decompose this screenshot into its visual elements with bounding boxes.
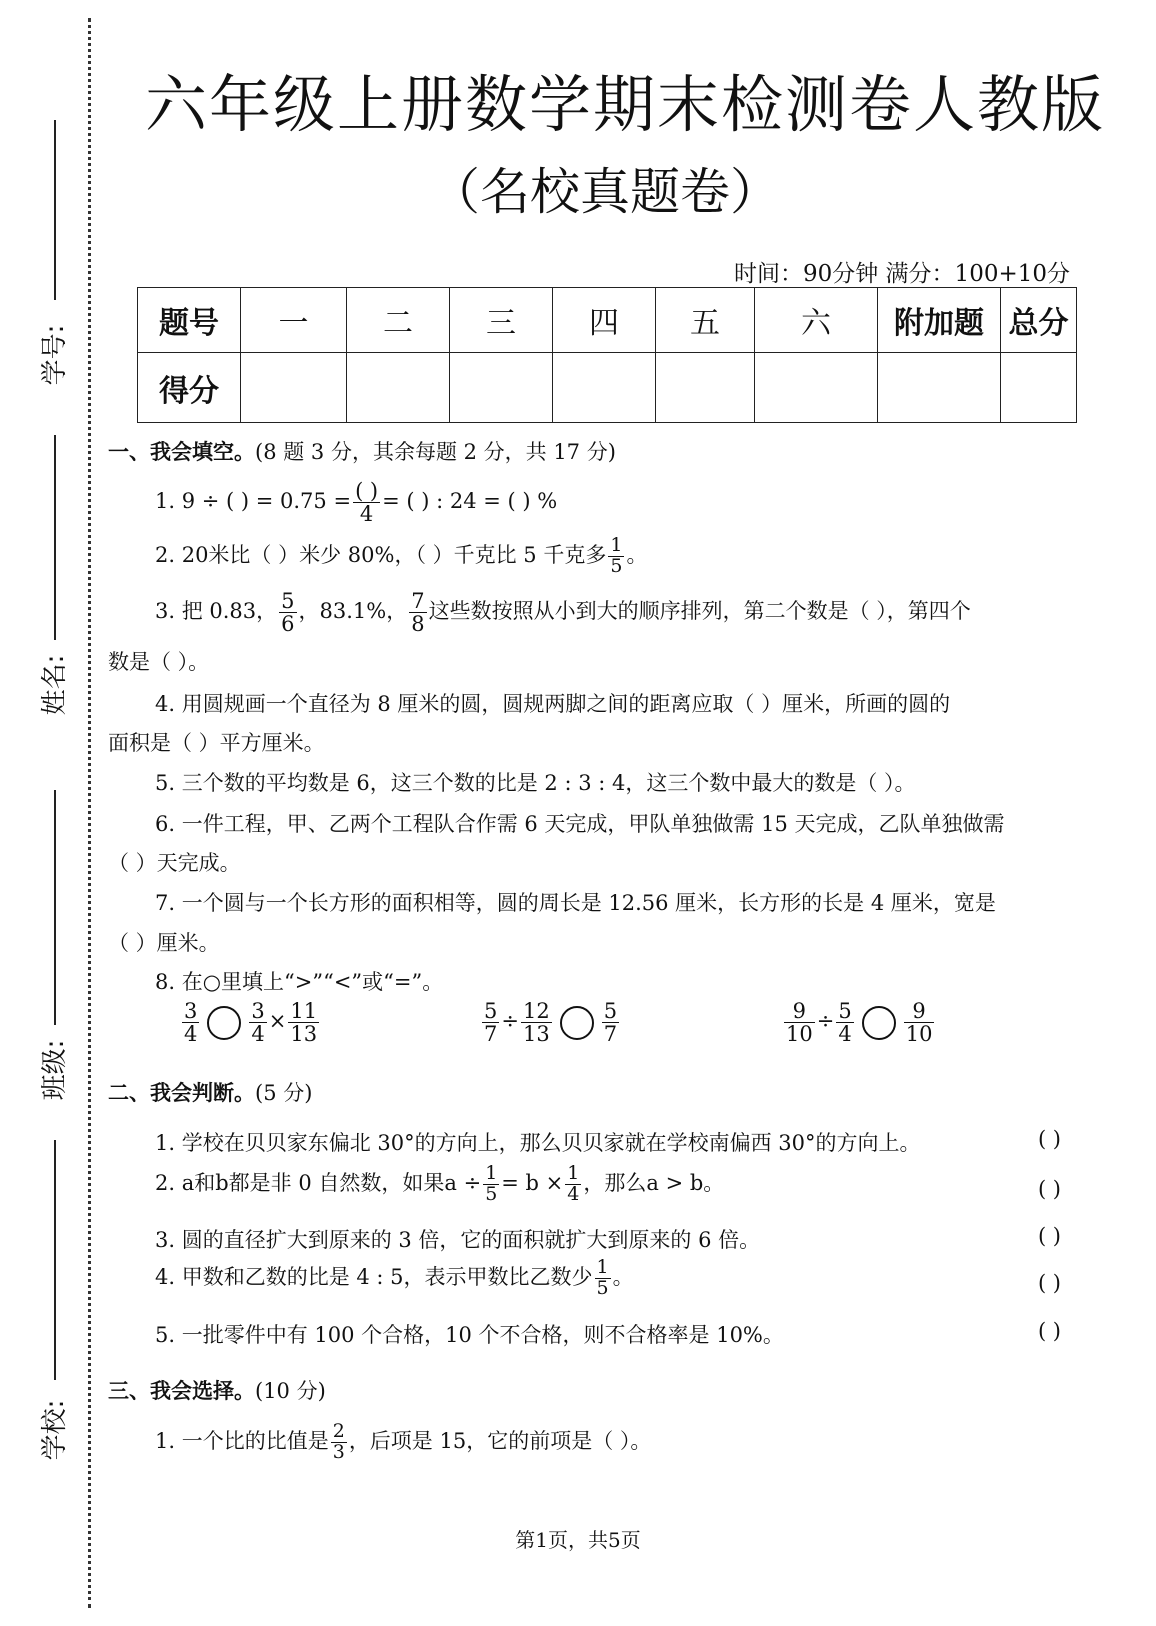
name-line	[54, 435, 56, 640]
score-cell[interactable]	[878, 353, 1001, 423]
s2q2-text-c: ，那么a > b。	[583, 1170, 725, 1195]
s2q2-f2-den: 4	[567, 1182, 580, 1205]
score-table-score-row	[138, 353, 1077, 423]
compare-circle-2[interactable]	[560, 1006, 594, 1040]
s3q1-text-b: ，后项是 15，它的前项是（ ）。	[348, 1428, 652, 1453]
class-field[interactable]	[20, 790, 80, 1110]
col-header-1: 一	[241, 288, 347, 353]
s2-question-5: 5. 一批零件中有 100 个合格，10 个不合格，则不合格率是 10%。	[155, 1323, 784, 1347]
s2q1-answer-blank[interactable]: ( )	[1037, 1127, 1061, 1151]
class-label: 班级:	[39, 1039, 70, 1101]
col-header-total: 总分	[1001, 288, 1077, 353]
s1q3-f2-num: 7	[411, 589, 425, 613]
score-cell[interactable]	[347, 353, 450, 423]
compare-circle-3[interactable]	[862, 1006, 896, 1040]
s3q1-f-num: 2	[332, 1420, 345, 1442]
s1q3-fraction-1	[279, 590, 296, 635]
s1-question-8: 8. 在○里填上“>”“<”或“=”。	[155, 970, 444, 994]
score-cell[interactable]	[656, 353, 755, 423]
c2-r-frac	[602, 1000, 619, 1045]
s1q3-text-c: 这些数按照从小到大的顺序排列，第二个数是（ ），第四个	[428, 599, 971, 624]
s2q4-fraction	[595, 1258, 611, 1299]
score-cell[interactable]	[755, 353, 878, 423]
s2-question-3: 3. 圆的直径扩大到原来的 3 倍，它的面积就扩大到原来的 6 倍。	[155, 1228, 761, 1252]
col-header-6: 六	[755, 288, 878, 353]
s1q1-text-a: 1. 9 ÷ ( ) = 0.75 =	[155, 489, 352, 514]
s1q3-fraction-2	[409, 590, 426, 635]
score-cell[interactable]	[241, 353, 347, 423]
section2-heading-title: 二、我会判断。	[108, 1081, 255, 1105]
c1-left-frac	[182, 1000, 199, 1045]
class-line	[54, 790, 56, 1025]
c1-r1-frac	[249, 1000, 266, 1045]
c2-l2-den: 13	[522, 1022, 550, 1047]
compare-circle-1[interactable]	[207, 1006, 241, 1040]
c1-l-den: 4	[184, 1022, 198, 1047]
c3-l1-num: 9	[784, 1000, 815, 1023]
score-cell[interactable]	[553, 353, 656, 423]
c3-r-frac	[904, 1000, 935, 1045]
student-no-line	[54, 120, 56, 300]
c2-l1-den: 7	[484, 1022, 498, 1047]
section1-heading-note: (8 题 3 分，其余每题 2 分，共 17 分)	[255, 440, 616, 464]
s1q1-frac-den: 4	[359, 502, 374, 527]
school-line	[54, 1140, 56, 1380]
s1q4-text-b: 面积是（ ）平方厘米。	[108, 731, 325, 755]
c2-r-num: 5	[603, 999, 618, 1023]
score-cell[interactable]	[450, 353, 553, 423]
c2-l2-num: 12	[522, 999, 550, 1023]
score-table-header-row	[138, 288, 1077, 353]
c3-r-den: 10	[905, 1022, 933, 1047]
s2q4-answer-blank[interactable]: ( )	[1037, 1271, 1061, 1295]
s2q2-f2-num: 1	[567, 1162, 580, 1184]
s1q3-f1-num: 5	[281, 589, 295, 613]
compare-item-1	[180, 1000, 321, 1045]
s1-question-2	[155, 536, 647, 577]
s1q3-text-d: 数是（ ）。	[108, 650, 210, 674]
s2q2-fraction-1	[483, 1164, 499, 1205]
s1q3-f2-den: 8	[411, 612, 425, 637]
s1q2-fraction	[608, 536, 624, 577]
s1q2-frac-den: 5	[610, 554, 623, 577]
c1-r1-den: 4	[251, 1022, 265, 1047]
section2-heading	[108, 1077, 312, 1107]
s2q4-f-den: 5	[596, 1276, 609, 1299]
s1q3-text-a: 3. 把 0.83，	[155, 599, 278, 624]
section1-heading-title: 一、我会填空。	[108, 440, 255, 464]
s1q1-text-b: = ( ) : 24 = ( ) %	[382, 489, 558, 514]
s1q6-text-b: （ ）天完成。	[108, 851, 241, 875]
c1-r2-frac	[288, 1000, 319, 1045]
page-subtitle: （名校真题卷）	[430, 163, 780, 221]
c2-l1-frac	[482, 1000, 499, 1045]
s1-question-1	[155, 480, 557, 525]
c1-l-num: 3	[184, 999, 198, 1023]
c2-l2-frac	[521, 1000, 552, 1045]
student-no-label: 学号:	[39, 324, 70, 386]
s2q2-text-a: 2. a和b都是非 0 自然数，如果a ÷	[155, 1170, 482, 1195]
s1q4-text-a: 4. 用圆规画一个直径为 8 厘米的圆，圆规两脚之间的距离应取（ ）厘米，所画的圆的	[155, 692, 951, 716]
row-label-score: 得分	[138, 353, 241, 423]
c1-r2-den: 13	[290, 1022, 318, 1047]
s3q1-f-den: 3	[332, 1440, 345, 1463]
s1q6-text-a: 6. 一件工程，甲、乙两个工程队合作需 6 天完成，甲队单独做需 15 天完成，乙队单独做需	[155, 812, 1005, 836]
s2q2-text-b: = b ×	[501, 1170, 564, 1195]
s2q2-f1-num: 1	[485, 1162, 498, 1184]
c1-r1-num: 3	[251, 999, 265, 1023]
compare-item-2	[480, 1000, 621, 1045]
c2-r-den: 7	[603, 1022, 618, 1047]
student-no-field[interactable]	[20, 110, 80, 390]
c1-operator: ×	[268, 1009, 287, 1034]
c3-l1-frac	[784, 1000, 815, 1045]
s2q4-text-b: 。	[612, 1264, 634, 1289]
s2-question-1: 1. 学校在贝贝家东偏北 30°的方向上，那么贝贝家就在学校南偏西 30°的方向上。	[155, 1131, 921, 1155]
s1q3-text-b: ，83.1%，	[298, 599, 408, 624]
c3-l2-frac	[836, 1000, 853, 1045]
s2q4-f-num: 1	[596, 1256, 609, 1278]
s2q5-answer-blank[interactable]: ( )	[1037, 1319, 1061, 1343]
s2-question-4	[155, 1258, 634, 1299]
time-info: 时间：90分钟 满分：100+10分	[733, 261, 1070, 287]
col-header-5: 五	[656, 288, 755, 353]
section3-heading-title: 三、我会选择。	[108, 1379, 255, 1403]
c3-r-num: 9	[904, 1000, 935, 1023]
score-cell[interactable]	[1001, 353, 1077, 423]
s1q2-frac-num: 1	[610, 534, 623, 556]
s2q3-answer-blank[interactable]: ( )	[1037, 1224, 1061, 1248]
s2q2-answer-blank[interactable]: ( )	[1037, 1177, 1061, 1201]
s1q2-text-b: 。	[626, 542, 648, 567]
c3-operator: ÷	[816, 1009, 835, 1034]
compare-item-3	[782, 1000, 936, 1045]
col-header-4: 四	[553, 288, 656, 353]
section1-heading	[108, 436, 616, 466]
s1q7-text-a: 7. 一个圆与一个长方形的面积相等，圆的周长是 12.56 厘米，长方形的长是 4 厘米，宽是	[155, 891, 996, 915]
s3q1-text-a: 1. 一个比的比值是	[155, 1428, 329, 1453]
c3-l2-den: 4	[838, 1022, 852, 1047]
name-field[interactable]	[20, 435, 80, 725]
s1q1-fraction	[353, 480, 380, 525]
c3-l1-den: 10	[786, 1022, 813, 1047]
s2q2-fraction-2	[565, 1164, 581, 1205]
s1-question-3	[155, 590, 971, 635]
col-header-bonus: 附加题	[878, 288, 1001, 353]
page-footer: 第1页，共5页	[515, 1528, 641, 1552]
c2-operator: ÷	[501, 1009, 519, 1034]
s3q1-fraction	[331, 1422, 347, 1463]
s1q1-frac-num: ( )	[355, 479, 379, 503]
c1-r2-num: 11	[290, 999, 318, 1023]
name-label: 姓名:	[39, 654, 70, 716]
c2-l1-num: 5	[484, 999, 498, 1023]
section3-heading-note: (10 分)	[255, 1379, 326, 1403]
page-title: 六年级上册数学期末检测卷人教版	[145, 68, 1106, 141]
c3-l2-num: 5	[838, 999, 852, 1023]
school-field[interactable]	[20, 1140, 80, 1470]
s1q3-f1-den: 6	[281, 612, 295, 637]
s2q4-text-a: 4. 甲数和乙数的比是 4 : 5，表示甲数比乙数少	[155, 1264, 593, 1289]
s2-question-2	[155, 1164, 724, 1205]
col-header-3: 三	[450, 288, 553, 353]
binding-dashed-line	[88, 18, 91, 1608]
section2-heading-note: (5 分)	[255, 1081, 313, 1105]
col-header-2: 二	[347, 288, 450, 353]
col-header-label: 题号	[138, 288, 241, 353]
s1q2-text-a: 2. 20米比（ ）米少 80%，（ ）千克比 5 千克多	[155, 542, 607, 567]
school-label: 学校:	[39, 1399, 70, 1461]
s3-question-1	[155, 1422, 651, 1463]
s2q2-f1-den: 5	[485, 1182, 498, 1205]
s1-question-5: 5. 三个数的平均数是 6，这三个数的比是 2 : 3 : 4，这三个数中最大的数是（ ）。	[155, 771, 916, 795]
section3-heading	[108, 1375, 326, 1405]
s1q7-text-b: （ ）厘米。	[108, 931, 220, 955]
score-table	[137, 287, 1077, 423]
